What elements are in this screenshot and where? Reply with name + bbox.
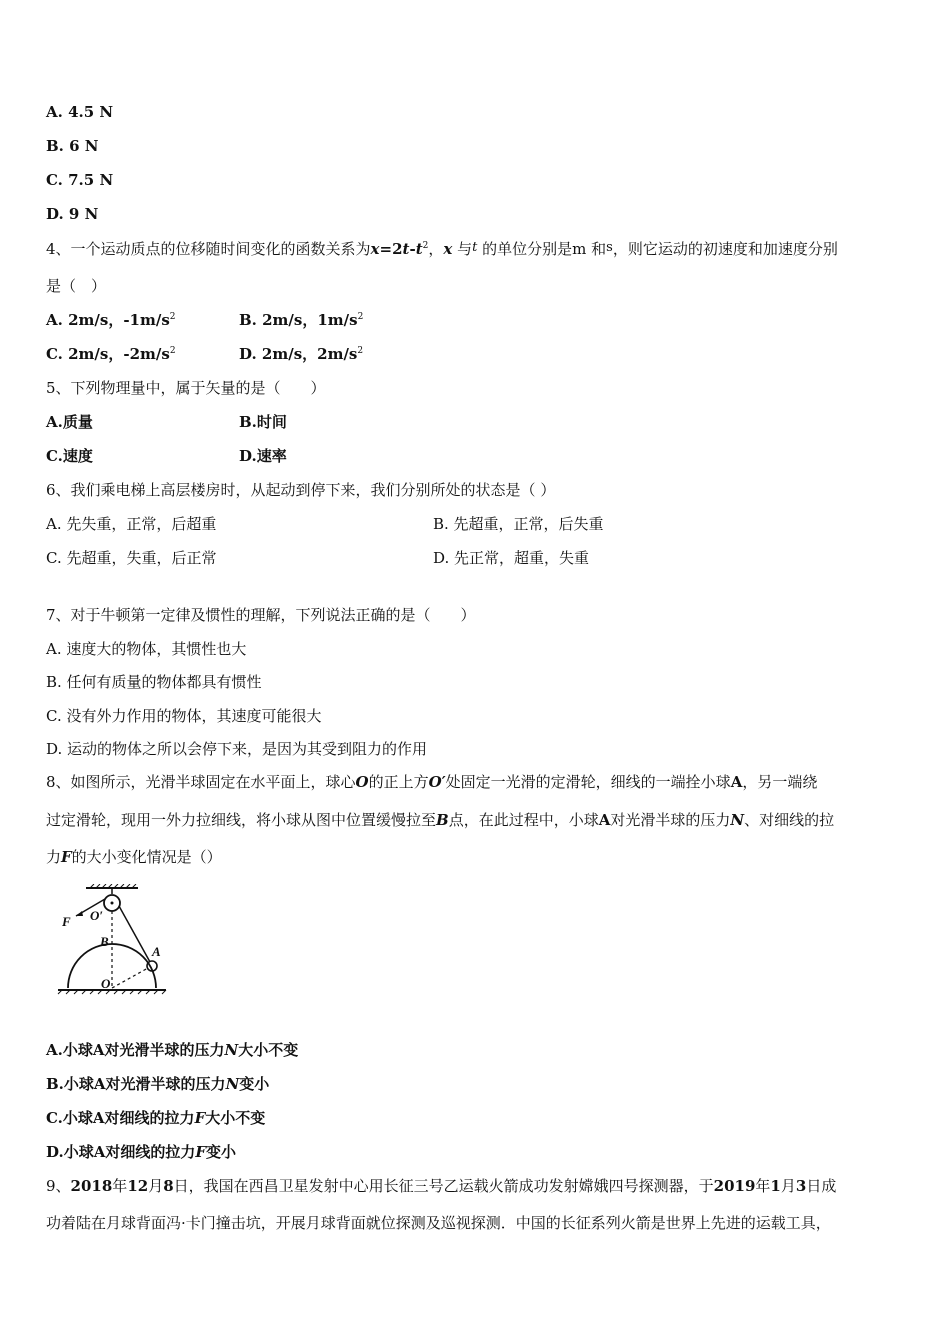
q4-option-a: A. 2m/s，$-1m/s^2$ (46, 311, 176, 329)
q7-option-b: B. 任何有质量的物体都具有惯性 (46, 673, 262, 691)
label-o: O (101, 976, 111, 991)
q6-option-d: D. 先正常，超重，失重 (433, 549, 590, 567)
q4-stem: 4、一个运动质点的位移随时间变化的函数关系为$x=2t-t^2$，x 与t 的单位分别是m 和s，则它运动的初速度和加速度分别 (46, 240, 838, 258)
q3-option-b: B. 6 N (46, 137, 99, 155)
q8-stem-line3: 力F的大小变化情况是（） (46, 848, 222, 866)
q5-option-b: B.时间 (239, 413, 287, 431)
q5-stem: 5、下列物理量中，属于矢量的是（ ） (46, 379, 326, 397)
label-a: A (152, 944, 161, 959)
q8-option-a: A.小球A对光滑半球的压力N大小不变 (46, 1041, 299, 1059)
q4-option-c: C. 2m/s，$-2m/s^2$ (46, 345, 176, 363)
q6-stem: 6、我们乘电梯上高层楼房时，从起动到停下来，我们分别所处的状态是（ ） (46, 481, 556, 499)
string-to-ball (119, 906, 150, 962)
q3-option-a: A. 4.5 N (46, 103, 114, 121)
label-f: F (62, 914, 71, 929)
q7-stem: 7、对于牛顿第一定律及惯性的理解，下列说法正确的是（ ） (46, 606, 476, 624)
hemisphere-pulley-figure (46, 884, 176, 1004)
q8-option-d: D.小球A对细线的拉力F变小 (46, 1143, 237, 1161)
q6-option-a: A. 先失重，正常，后超重 (46, 515, 217, 533)
q5-option-d: D.速率 (239, 447, 287, 465)
q7-option-c: C. 没有外力作用的物体，其速度可能很大 (46, 707, 322, 725)
q3-option-d: D. 9 N (46, 205, 99, 223)
q6-option-c: C. 先超重，失重，后正常 (46, 549, 217, 567)
q5-option-a: A.质量 (46, 413, 93, 431)
q7-option-d: D. 运动的物体之所以会停下来，是因为其受到阻力的作用 (46, 740, 428, 758)
q8-option-b: B.小球A对光滑半球的压力N变小 (46, 1075, 270, 1093)
q9-stem-line2: 功着陆在月球背面冯·卡门撞击坑，开展月球背面就位探测及巡视探测．中国的长征系列火箭是世界上先进的运载工具， (46, 1214, 831, 1232)
label-b: B (100, 934, 109, 949)
q5-option-c: C.速度 (46, 447, 93, 465)
dashed-radius (112, 968, 148, 988)
q8-option-c: C.小球A对细线的拉力F大小不变 (46, 1109, 266, 1127)
label-o-prime: O′ (90, 908, 104, 923)
q3-option-c: C. 7.5 N (46, 171, 114, 189)
q4-option-b: B. 2m/s，$1m/s^2$ (239, 311, 364, 329)
q8-stem-line2: 过定滑轮，现用一外力拉细线，将小球从图中位置缓慢拉至B点，在此过程中，小球A对光滑半球的压力N、对细线的拉 (46, 811, 835, 829)
q7-option-a: A. 速度大的物体，其惯性也大 (46, 640, 247, 658)
q4-stem-line2: 是（ ） (46, 277, 107, 295)
q8-stem-line1: 8、如图所示，光滑半球固定在水平面上，球心O的正上方O′处固定一光滑的定滑轮，细线的一端拴小球A，另一端绕 (46, 773, 818, 791)
q6-option-b: B. 先超重，正常，后失重 (433, 515, 604, 533)
q4-option-d: D. 2m/s，$2m/s^2$ (239, 345, 364, 363)
q9-stem-line1: 9、2018年12月8日，我国在西昌卫星发射中心用长征三号乙运载火箭成功发射嫦娥四号探测器，于2019年1月3日成 (46, 1177, 837, 1195)
